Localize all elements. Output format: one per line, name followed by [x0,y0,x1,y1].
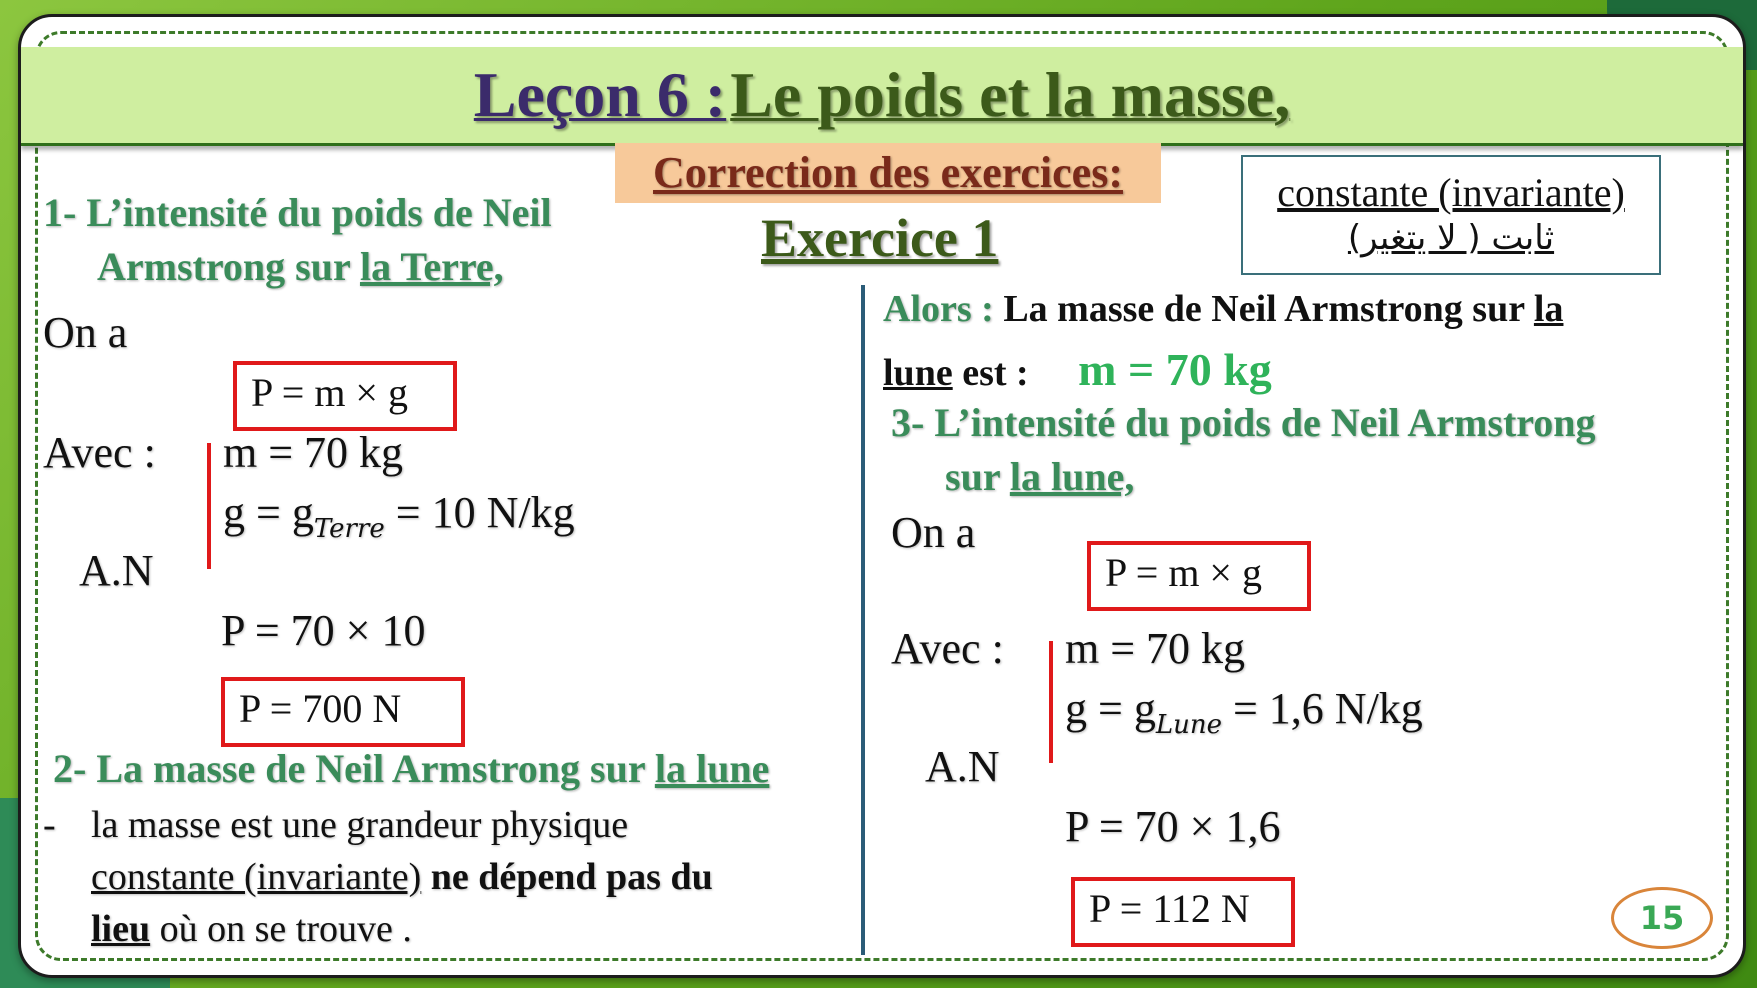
an-label: A.N [79,546,154,595]
definition-arabic: ثابت ( لا يتغير) [1347,218,1555,258]
avec-label: Avec : [43,428,156,477]
calculation: P = 70 × 10 [221,606,426,655]
question-1-text: L’intensité du poids de Neil [86,190,552,235]
paragraph-underlined: constante (invariante) [91,856,422,898]
paragraph-lieu: lieu [91,908,151,950]
question-1-line-1 [43,189,552,236]
avec-label-right: Avec : [891,624,1004,673]
gravity-prefix-right: g = g [1065,684,1156,733]
est-word: est : [952,352,1029,394]
definition-french: constante (invariante) [1277,170,1625,215]
exercise-heading: Exercice 1 [761,208,999,268]
result-box-right [1071,877,1295,947]
lune-word: lune [883,352,953,394]
question-2-number: 2- [53,746,87,791]
gravity-value: = 10 N/kg [395,488,575,537]
formula-box [233,361,457,431]
question-3-number: 3- [891,400,925,445]
question-3-line-2 [945,453,1134,500]
formula-box-right [1087,541,1311,611]
question-3-line-1 [891,399,1596,446]
alors-label: Alors : [883,288,994,330]
brace-line [207,443,211,569]
gravity-subscript: Terre [313,514,385,544]
gravity-prefix: g = g [223,488,314,537]
alors-line [883,287,1563,331]
gravity-subscript-right: Lune [1155,710,1222,740]
alors-la: la [1533,288,1564,330]
result-text-right: P = 112 N [1089,886,1250,931]
correction-heading: Correction des exercices: [615,143,1161,203]
on-a-label: On a [43,308,128,357]
question-1-line-2 [97,243,504,290]
question-1-underlined: la Terre, [359,244,504,289]
paragraph-line-1: la masse est une grandeur physique [91,804,629,846]
mass-given: m = 70 kg [223,428,404,477]
an-label-right: A.N [925,742,1000,791]
lesson-number: Leçon 6 : [473,59,727,130]
alors-text: La masse de Neil Armstrong sur [993,288,1534,330]
slide [18,14,1746,978]
question-1-text-2: Armstrong sur [97,244,360,289]
lune-line [883,343,1272,396]
question-2-text: La masse de Neil Armstrong sur [96,746,655,791]
gravity-value-right: = 1,6 N/kg [1232,684,1423,733]
bullet-dash: - [43,804,56,846]
page-number: 15 [1611,887,1713,949]
result-text: P = 700 N [239,686,402,731]
paragraph-line-2 [91,855,713,899]
formula-text: P = m × g [251,370,408,415]
calculation-right: P = 70 × 1,6 [1065,802,1281,851]
paragraph-bold: ne dépend pas du [421,856,713,898]
question-2 [53,745,769,792]
mass-given-right: m = 70 kg [1065,624,1246,673]
column-divider [861,285,865,955]
question-3-text-2: sur [945,454,1010,499]
mass-answer: m = 70 kg [1078,344,1272,395]
paragraph-line-3 [91,907,412,951]
gravity-given [223,487,575,544]
question-2-underlined: la lune [654,746,770,791]
definition-box [1241,155,1661,275]
on-a-label-right: On a [891,508,976,557]
paragraph-end: où on se trouve . [150,908,412,950]
lesson-title: Le poids et la masse, [730,59,1291,130]
question-3-underlined: la lune, [1009,454,1135,499]
title-bar [21,47,1743,146]
result-box [221,677,465,747]
formula-text-right: P = m × g [1105,550,1262,595]
gravity-given-right [1065,683,1423,740]
question-3-text: L’intensité du poids de Neil Armstrong [934,400,1596,445]
brace-line-right [1049,641,1053,763]
question-1-number: 1- [43,190,77,235]
